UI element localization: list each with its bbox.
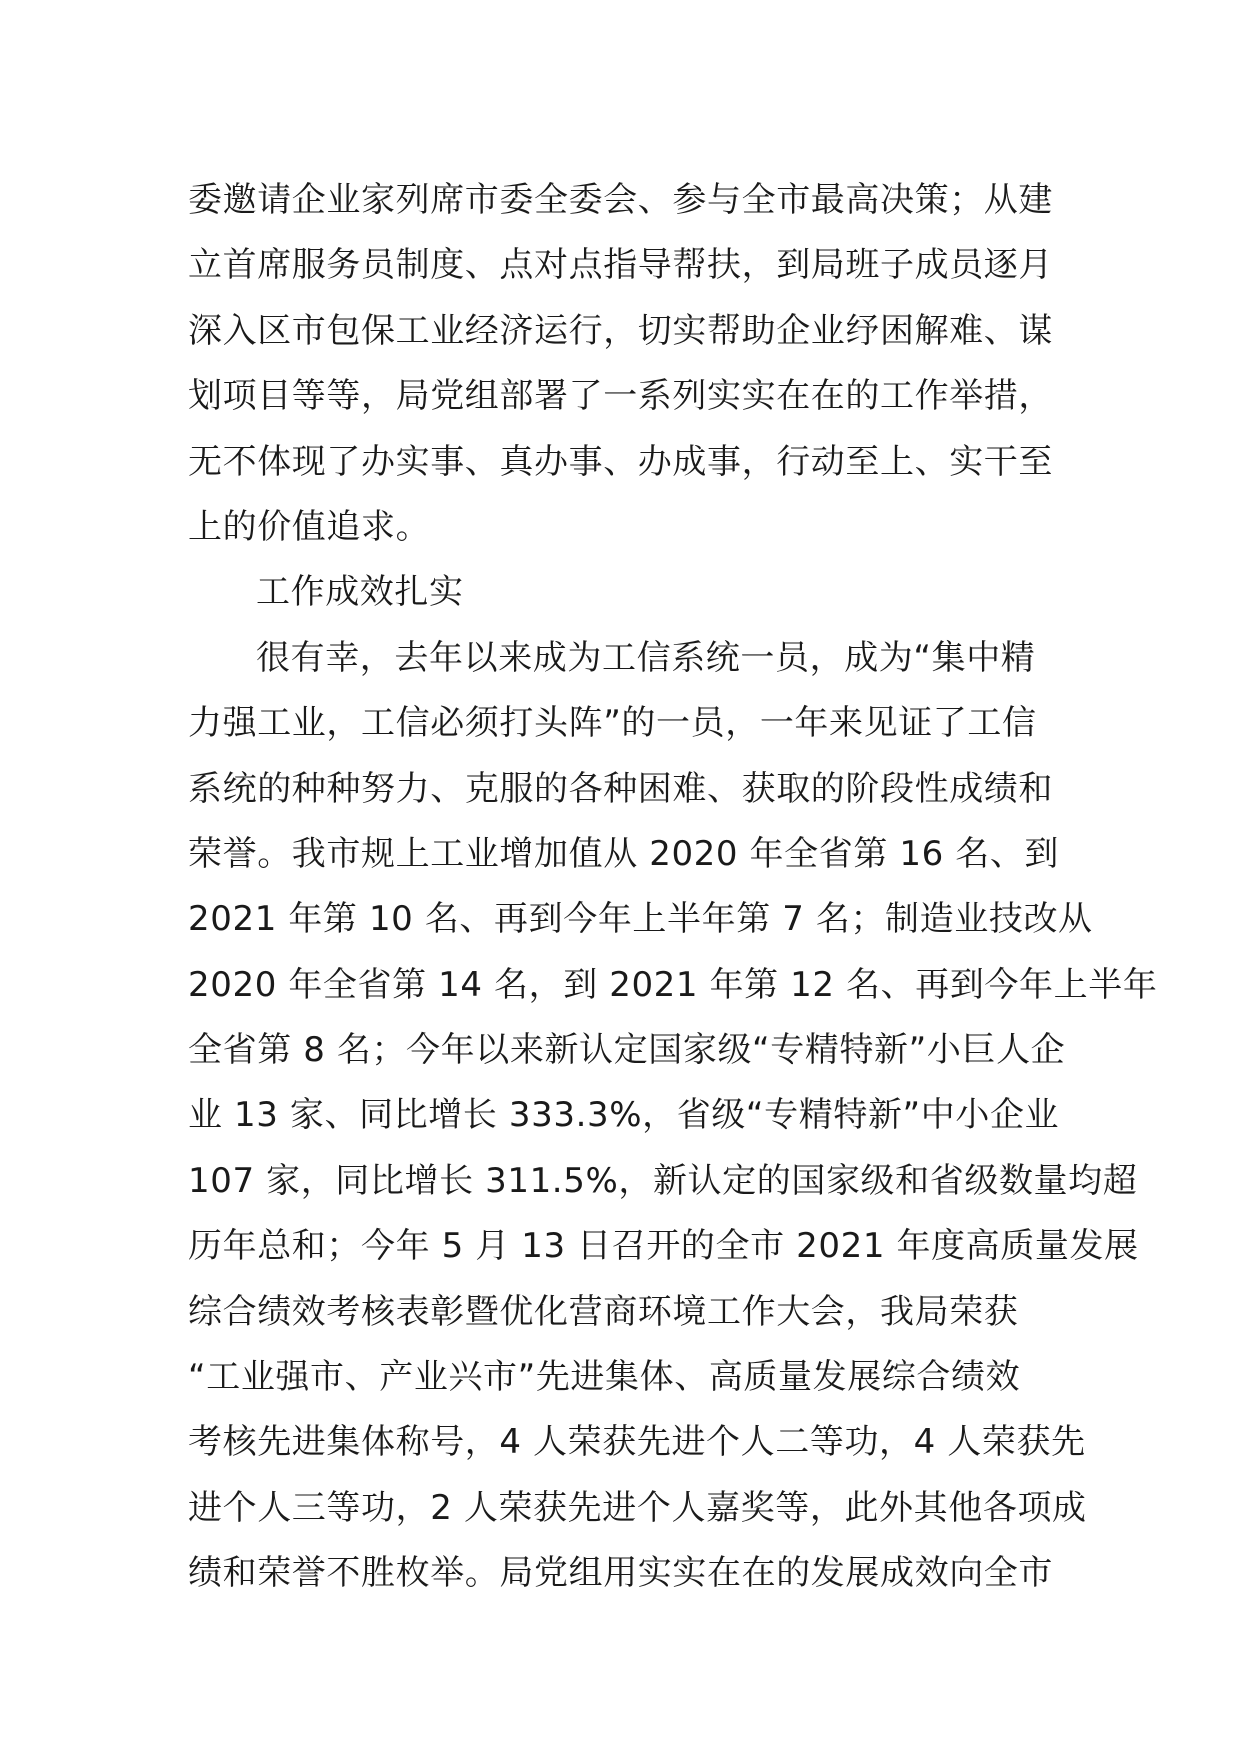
text-line: 立首席服务员制度、点对点指导帮扶，到局班子成员逐月 [188,245,1053,286]
text-line: 力强工业，工信必须打头阵”的一员，一年来见证了工信 [188,703,1037,744]
text-line: 2020 年全省第 14 名，到 2021 年第 12 名、再到今年上半年 [188,964,1158,1005]
text-line: 深入区市包保工业经济运行，切实帮助企业纾困解难、谋 [188,310,1053,351]
text-line: 进个人三等功，2 人荣获先进个人嘉奖等，此外其他各项成 [188,1487,1087,1528]
paragraph-1 [188,168,1058,560]
text-line: 历年总和；今年 5 月 13 日召开的全市 2021 年度高质量发展 [188,1226,1139,1267]
text-line: 业 13 家、同比增长 333.3%，省级“专精特新”中小企业 [188,1095,1060,1136]
text-line: “工业强市、产业兴市”先进集体、高质量发展综合绩效 [188,1357,1021,1398]
text-line: 107 家，同比增长 311.5%，新认定的国家级和省级数量均超 [188,1160,1138,1201]
text-line: 绩和荣誉不胜枚举。局党组用实实在在的发展成效向全市 [188,1553,1053,1594]
text-line: 综合绩效考核表彰暨优化营商环境工作大会，我局荣获 [188,1291,1019,1332]
body-text [188,168,1158,1607]
text-line: 全省第 8 名；今年以来新认定国家级“专精特新”小巨人企 [188,1030,1066,1071]
text-line: 委邀请企业家列席市委全委会、参与全市最高决策；从建 [188,180,1053,220]
text-line: 系统的种种努力、克服的各种困难、获取的阶段性成绩和 [188,768,1053,809]
text-line: 很有幸，去年以来成为工信系统一员，成为“集中精 [256,637,1036,678]
text-line: 考核先进集体称号，4 人荣获先进个人二等功，4 人荣获先 [188,1422,1086,1463]
paragraph-2 [188,626,1158,1607]
text-line: 上的价值追求。 [188,506,431,547]
section-heading: 工作成效扎实 [256,572,464,613]
text-line: 划项目等等，局党组部署了一系列实实在在的工作举措， [188,376,1053,417]
text-line: 2021 年第 10 名、再到今年上半年第 7 名；制造业技改从 [188,899,1093,940]
text-line: 荣誉。我市规上工业增加值从 2020 年全省第 16 名、到 [188,833,1060,874]
text-line: 无不体现了办实事、真办事、办成事，行动至上、实干至 [188,441,1053,482]
